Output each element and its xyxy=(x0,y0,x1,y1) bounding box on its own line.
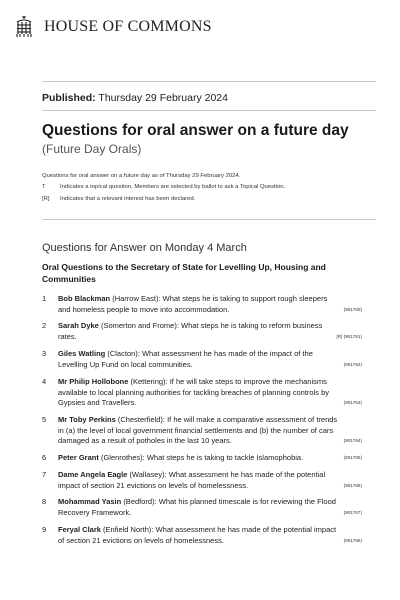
question-number: 6 xyxy=(42,453,47,462)
question-number: 7 xyxy=(42,470,47,479)
divider xyxy=(42,110,376,111)
question-number: 9 xyxy=(42,525,47,534)
question-text-block xyxy=(58,321,340,342)
member-name: Giles Watling xyxy=(58,349,106,358)
page-title: Questions for oral answer on a future day xyxy=(42,122,349,139)
question-number: 3 xyxy=(42,349,47,358)
published-date: Thursday 29 February 2024 xyxy=(98,92,228,104)
question-text: If he will take steps to improve the mechanisms available to local planning authorities for tackling breaches of planning controls by Gypsies and Travellers. xyxy=(58,377,329,407)
question-text-block xyxy=(58,470,340,491)
question-reference: (901760) xyxy=(343,307,362,312)
member-name: Mr Philip Hollobone xyxy=(58,377,129,386)
question-reference: (901763) xyxy=(343,400,362,405)
member-name: Mr Toby Perkins xyxy=(58,415,116,424)
key-symbol: T xyxy=(42,184,46,190)
question-reference: (901765) xyxy=(343,455,362,460)
question-text-block xyxy=(58,497,340,518)
key-item xyxy=(42,184,285,190)
question-reference: (901762) xyxy=(343,362,362,367)
key-item xyxy=(42,196,195,202)
constituency: (Wallasey): xyxy=(129,470,167,479)
question-text: What assessment he has made of the impact of the Levelling Up Fund on local communities. xyxy=(58,349,313,369)
question-number: 1 xyxy=(42,294,47,303)
member-name: Dame Angela Eagle xyxy=(58,470,128,479)
question-text-block xyxy=(58,294,340,315)
member-name: Sarah Dyke xyxy=(58,321,99,330)
constituency: (Enfield North): xyxy=(103,525,154,534)
constituency: (Clacton): xyxy=(107,349,140,358)
question-text: What steps he is taking to reform business rates. xyxy=(58,321,323,341)
divider xyxy=(42,219,376,220)
house-of-commons-logo xyxy=(14,15,212,39)
question-number: 8 xyxy=(42,497,47,506)
question-text-block xyxy=(58,377,340,409)
published-label: Published: xyxy=(42,92,96,104)
member-name: Bob Blackman xyxy=(58,294,111,303)
question-text: What assessment he has made of the potential impact of section 21 evictions on levels of homelessness. xyxy=(58,470,326,490)
logo-text: HOUSE OF COMMONS xyxy=(44,18,212,35)
question-text: What his planned timescale is for reviewing the Flood Recovery Framework. xyxy=(58,497,336,517)
question-text: If he will make a comparative assessment of trends in (a) the level of local government financial settlements and (b) the number of cars damaged as a result of potholes in the last 10 years. xyxy=(58,415,338,445)
portcullis-icon xyxy=(14,15,34,39)
key-text: Indicates a topical question. Members are selected by ballot to ask a Topical Question. xyxy=(60,184,286,190)
question-number: 4 xyxy=(42,377,47,386)
question-text: What assessment he has made of the potential impact of section 21 evictions on levels of homelessness. xyxy=(58,525,337,545)
question-reference: (901766) xyxy=(343,483,362,488)
constituency: (Harrow East): xyxy=(112,294,161,303)
constituency: (Chesterfield): xyxy=(117,415,165,424)
key-symbol: [R] xyxy=(42,196,50,202)
question-reference: (901768) xyxy=(343,538,362,543)
constituency: (Glenrothes): xyxy=(100,453,145,462)
member-name: Peter Grant xyxy=(58,453,99,462)
section-heading: Questions for Answer on Monday 4 March xyxy=(42,242,247,254)
question-number: 2 xyxy=(42,321,47,330)
published-line xyxy=(42,92,228,104)
question-text-block xyxy=(58,453,340,464)
question-text-block xyxy=(58,525,340,546)
department-heading: Oral Questions to the Secretary of State for Levelling Up, Housing and Communities xyxy=(42,262,326,284)
question-reference: (901767) xyxy=(343,510,362,515)
page-subtitle: (Future Day Orals) xyxy=(42,142,142,156)
question-number: 5 xyxy=(42,415,47,424)
constituency: (Somerton and Frome): xyxy=(100,321,179,330)
question-text-block xyxy=(58,415,340,447)
constituency: (Bedford): xyxy=(123,497,157,506)
divider xyxy=(42,81,376,82)
constituency: (Kettering): xyxy=(130,377,168,386)
key-text: Indicates that a relevant interest has been declared. xyxy=(60,196,196,202)
question-reference: (901764) xyxy=(343,438,362,443)
question-text-block xyxy=(58,349,340,370)
member-name: Feryal Clark xyxy=(58,525,101,534)
question-text: What steps he is taking to tackle Islamophobia. xyxy=(146,453,304,462)
question-reference: [R] (901761) xyxy=(336,334,362,339)
member-name: Mohammad Yasin xyxy=(58,497,122,506)
question-text: What steps he is taking to support rough sleepers and homeless people to move into accommodation. xyxy=(58,294,328,314)
intro-text: Questions for oral answer on a future day as of Thursday 29 February 2024. xyxy=(42,173,241,179)
